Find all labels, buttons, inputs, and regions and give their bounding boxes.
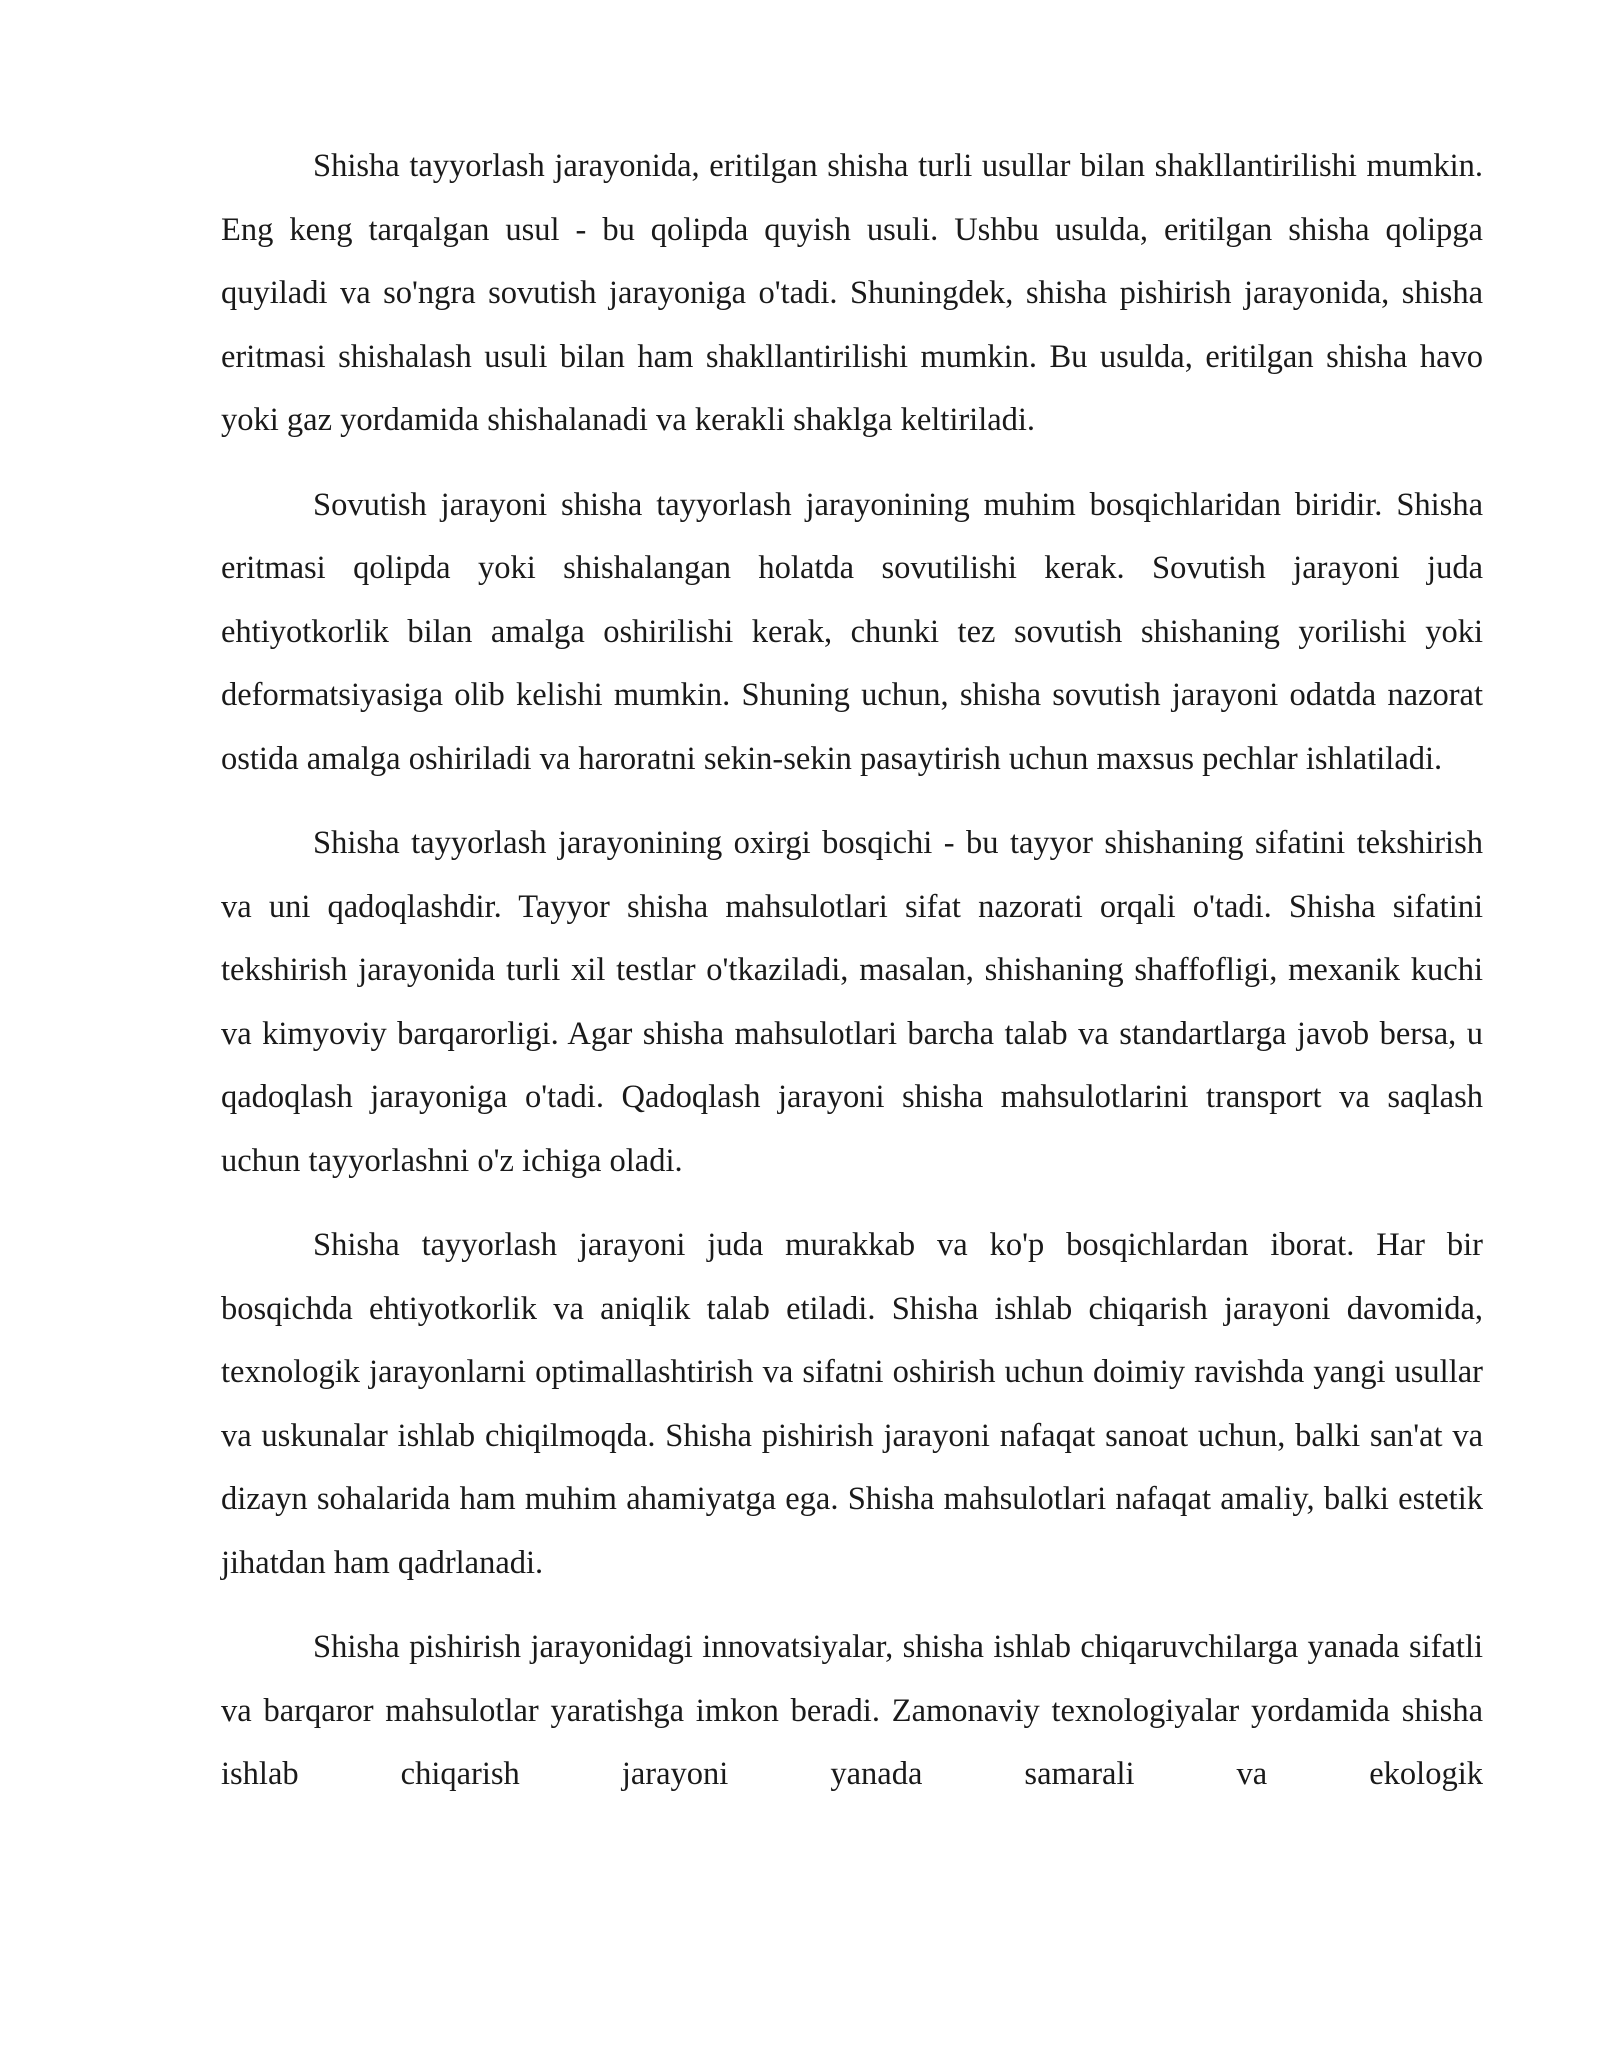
document-body bbox=[221, 135, 1483, 1807]
paragraph-quality-packaging: Shisha tayyorlash jarayonining oxirgi bosqichi - bu tayyor shishaning sifatini tekshirish va uni qadoqlashdir. Tayyor shisha mahsulotlari sifat nazorati orqali o'tadi. Shisha sifatini tekshirish jarayonida turli xil testlar o'tkaziladi, masalan, shishaning shaffofligi, mexanik kuchi va kimyoviy barqarorligi. Agar shisha mahsulotlari barcha talab va standartlarga javob bersa, u qadoqlash jarayoniga o'tadi. Qadoqlash jarayoni shisha mahsulotlarini transport va saqlash uchun tayyorlashni o'z ichiga oladi. bbox=[221, 825, 1483, 1179]
paragraph-cooling: Sovutish jarayoni shisha tayyorlash jarayonining muhim bosqichlaridan biridir. Shisha eritmasi qolipda yoki shishalangan holatda sovutilishi kerak. Sovutish jarayoni juda ehtiyotkorlik bilan amalga oshirilishi kerak, chunki tez sovutish shishaning yorilishi yoki deformatsiyasiga olib kelishi mumkin. Shuning uchun, shisha sovutish jarayoni odatda nazorat ostida amalga oshiriladi va haroratni sekin-sekin pasaytirish uchun maxsus pechlar ishlatiladi. bbox=[221, 486, 1483, 777]
paragraph-innovations: Shisha pishirish jarayonidagi innovatsiyalar, shisha ishlab chiqaruvchilarga yanada sifatli va barqaror mahsulotlar yaratishga imkon beradi. Zamonaviy texnologiyalar yordamida shisha ishlab chiqarish jarayoni yanada samarali va ekologik bbox=[221, 1629, 1483, 1792]
paragraph-complexity: Shisha tayyorlash jarayoni juda murakkab va ko'p bosqichlardan iborat. Har bir bosqichda ehtiyotkorlik va aniqlik talab etiladi. Shisha ishlab chiqarish jarayoni davomida, texnologik jarayonlarni optimallashtirish va sifatni oshirish uchun doimiy ravishda yangi usullar va uskunalar ishlab chiqilmoqda. Shisha pishirish jarayoni nafaqat sanoat uchun, balki san'at va dizayn sohalarida ham muhim ahamiyatga ega. Shisha mahsulotlari nafaqat amaliy, balki estetik jihatdan ham qadrlanadi. bbox=[221, 1227, 1483, 1581]
paragraph-shaping: Shisha tayyorlash jarayonida, eritilgan shisha turli usullar bilan shakllantirilishi mumkin. Eng keng tarqalgan usul - bu qolipda quyish usuli. Ushbu usulda, eritilgan shisha qolipga quyiladi va so'ngra sovutish jarayoniga o'tadi. Shuningdek, shisha pishirish jarayonida, shisha eritmasi shishalash usuli bilan ham shakllantirilishi mumkin. Bu usulda, eritilgan shisha havo yoki gaz yordamida shishalanadi va kerakli shaklga keltiriladi. bbox=[221, 148, 1483, 438]
